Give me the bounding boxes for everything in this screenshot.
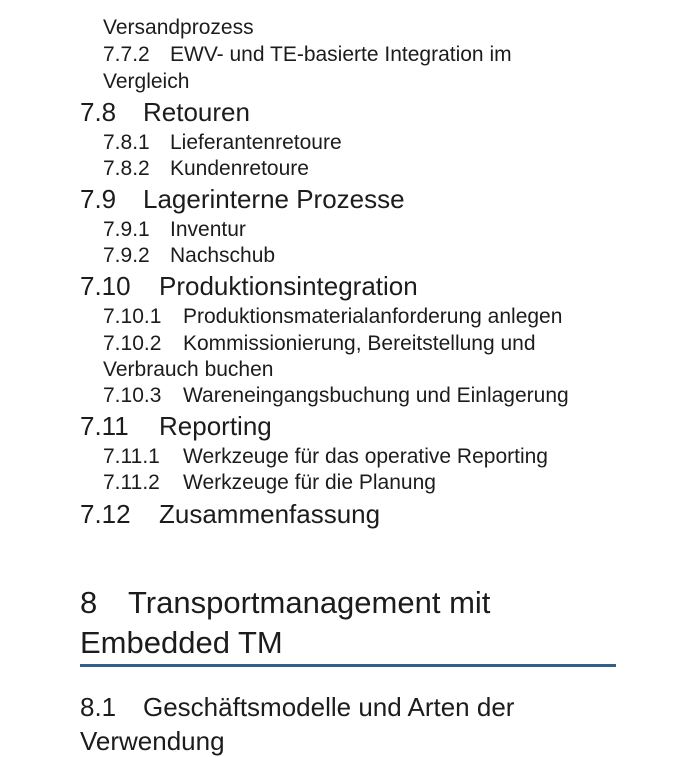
toc-entry-number: 7.8.2 [103,157,150,180]
toc-entry-continuation: Versandprozess [103,16,254,39]
toc-entry-7-8-2[interactable] [103,157,309,181]
toc-entry-number: 7.11 [80,411,129,441]
chapter-heading[interactable] [80,585,490,621]
toc-entry-title: Zusammenfassung [159,499,381,529]
chapter-title-continuation: Embedded TM [80,625,283,660]
toc-entry-title: Lieferantenretoure [170,131,342,154]
toc-entry-title: EWV- und TE-basierte Integration im [170,43,512,66]
toc-entry-title: Produktionsmaterialanforderung anlegen [183,305,563,328]
toc-entry-title: Werkzeuge für das operative Reporting [183,445,548,468]
toc-entry-7-10-2[interactable] [103,332,536,356]
toc-entry-7-12[interactable] [80,499,380,530]
chapter-divider [80,664,616,667]
toc-entry-title: Kommissionierung, Bereitstellung und [183,332,536,355]
toc-entry-title: Retouren [143,97,250,127]
section-title-continuation: Verwendung [80,726,225,756]
toc-entry-title: Reporting [159,411,272,441]
toc-entry-number: 7.10.3 [103,384,162,407]
toc-entry-7-9-1[interactable] [103,218,246,242]
toc-entry-number: 7.11.2 [103,471,160,494]
toc-entry-7-11[interactable] [80,411,272,442]
toc-entry-number: 7.8.1 [103,131,150,154]
toc-entry-7-10[interactable] [80,271,418,302]
toc-entry-title: Inventur [170,218,246,241]
toc-entry-number: 7.9.1 [103,218,150,241]
toc-entry-7-9[interactable] [80,184,405,215]
toc-entry-title: Kundenretoure [170,157,309,180]
section-title: Geschäftsmodelle und Arten der [143,692,515,722]
toc-entry-7-10-3[interactable] [103,384,569,408]
toc-entry-7-11-2[interactable] [103,471,436,495]
toc-entry-title: Wareneingangsbuchung und Einlagerung [183,384,569,407]
toc-entry-7-8[interactable] [80,97,250,128]
chapter-title: Transportmanagement mit [128,585,491,620]
toc-entry-7-8-1[interactable] [103,131,342,155]
toc-entry-7-7-2[interactable] [103,43,512,67]
toc-entry-number: 7.7.2 [103,43,150,66]
toc-entry-number: 7.9 [80,184,117,214]
toc-entry-title: Werkzeuge für die Planung [183,471,436,494]
toc-entry-continuation: Verbrauch buchen [103,358,274,381]
toc-entry-title: Lagerinterne Prozesse [143,184,405,214]
toc-entry-7-9-2[interactable] [103,244,275,268]
section-number: 8.1 [80,692,117,722]
toc-entry-number: 7.12 [80,499,131,529]
toc-entry-7-10-1[interactable] [103,305,562,329]
toc-entry-title: Nachschub [170,244,276,267]
chapter-number: 8 [80,585,98,620]
toc-entry-number: 7.10 [80,271,131,301]
toc-entry-number: 7.9.2 [103,244,150,267]
toc-entry-continuation: Vergleich [103,70,190,93]
toc-entry-7-11-1[interactable] [103,445,548,469]
toc-entry-title: Produktionsintegration [159,271,418,301]
toc-entry-number: 7.10.2 [103,332,162,355]
toc-entry-number: 7.11.1 [103,445,160,468]
toc-entry-number: 7.10.1 [103,305,162,328]
toc-entry-number: 7.8 [80,97,117,127]
section-heading-8-1[interactable] [80,692,514,723]
